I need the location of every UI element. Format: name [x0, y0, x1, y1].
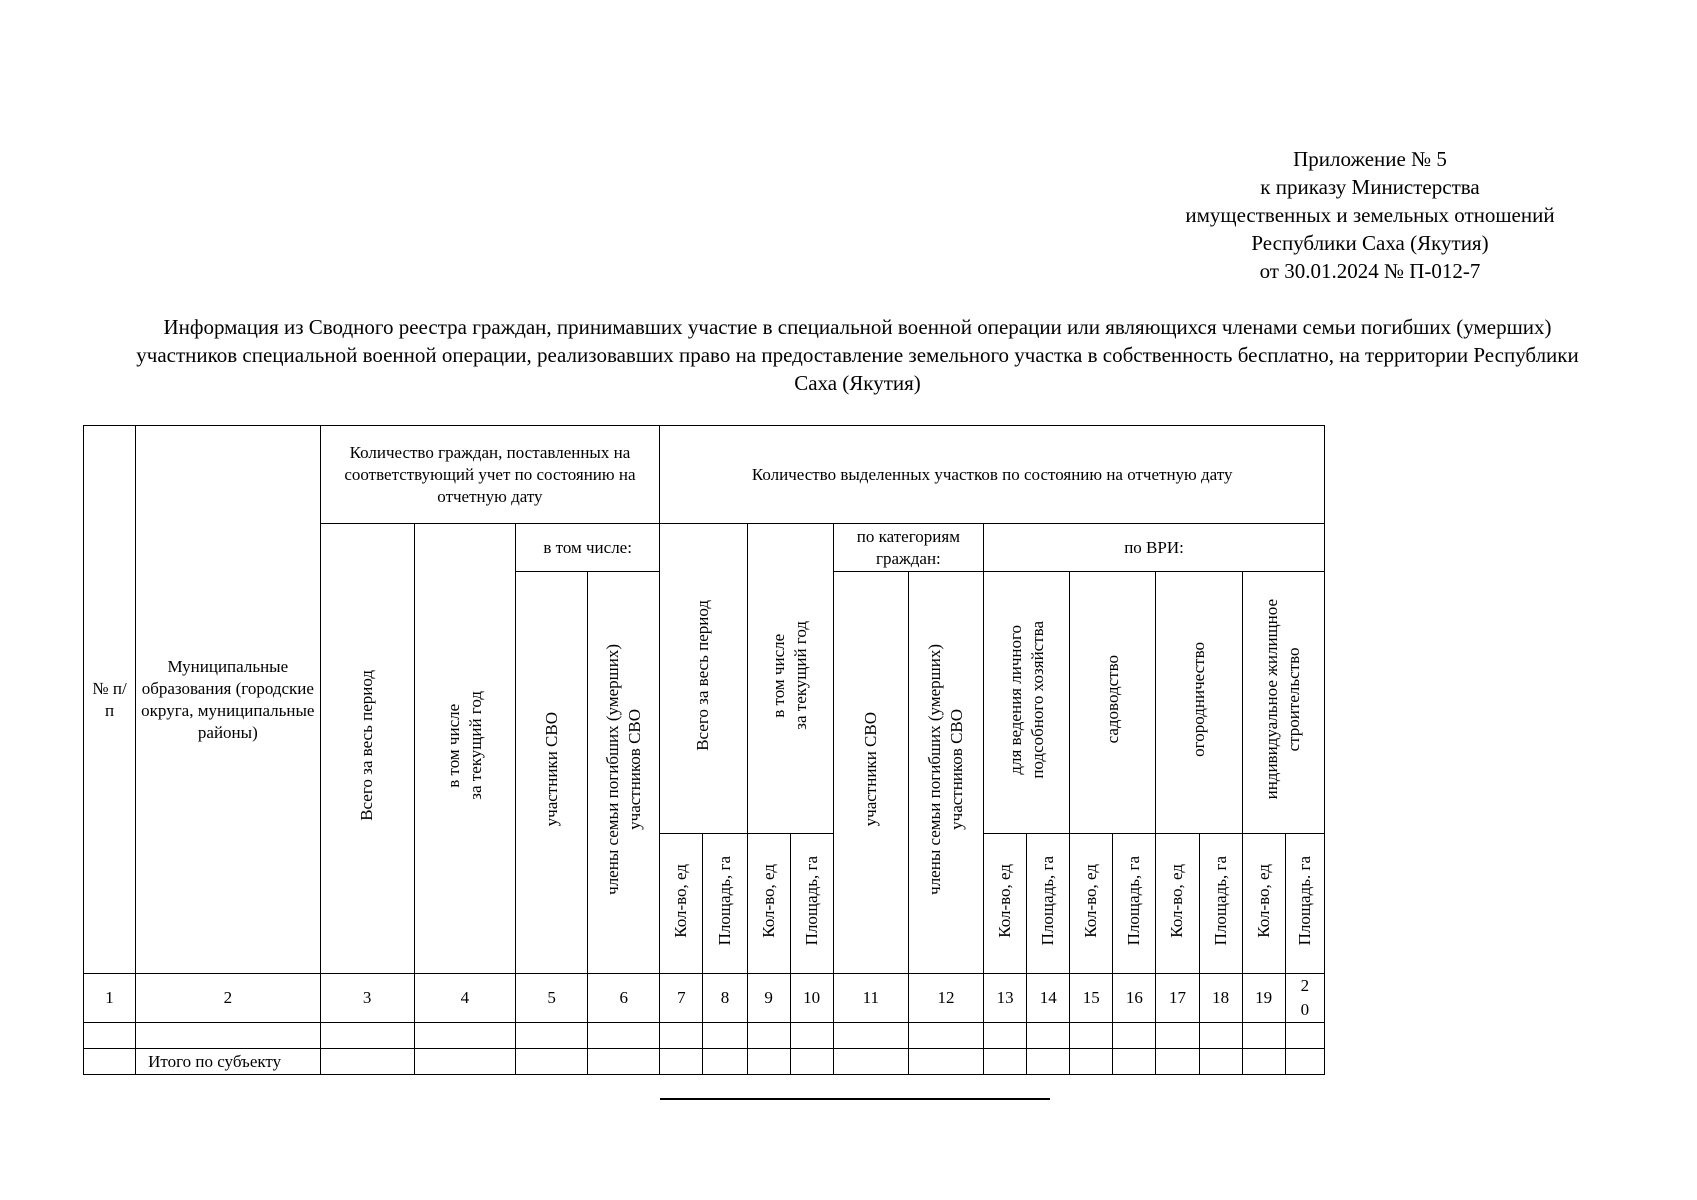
column-number: 20: [1285, 974, 1324, 1023]
header-reg-including: в том числе:: [515, 524, 659, 572]
column-number: 15: [1070, 974, 1113, 1023]
header-vri-lph: для ведения личного подсобного хозяйства: [984, 572, 1070, 834]
column-number: 12: [908, 974, 983, 1023]
header-qty: Кол-во, ед: [660, 834, 703, 974]
table-cell: [984, 1049, 1027, 1075]
total-label: Итого по субъекту: [136, 1049, 320, 1075]
table-cell: [747, 1049, 790, 1075]
table-cell: [136, 1023, 320, 1049]
header-area: Площадь, га: [790, 834, 833, 974]
table-cell: [1113, 1049, 1156, 1075]
table-cell: [515, 1049, 587, 1075]
table-cell: [833, 1049, 908, 1075]
column-number: 8: [703, 974, 747, 1023]
header-alloc-svo: участники СВО: [833, 572, 908, 974]
header-qty: Кол-во, ед: [1156, 834, 1199, 974]
table-cell: [84, 1023, 136, 1049]
appendix-line: от 30.01.2024 № П-012-7: [1259, 259, 1481, 283]
table-cell: [588, 1023, 660, 1049]
column-number: 1: [84, 974, 136, 1023]
table-row-empty: [84, 1023, 1325, 1049]
header-qty: Кол-во, ед: [747, 834, 790, 974]
header-area: Площадь, га: [1113, 834, 1156, 974]
table-cell: [747, 1023, 790, 1049]
header-reg-svo: участники СВО: [515, 572, 587, 974]
table-cell: [1027, 1023, 1070, 1049]
appendix-line: Приложение № 5: [1293, 147, 1447, 171]
table-cell: [84, 1049, 136, 1075]
appendix-line: Республики Саха (Якутия): [1251, 231, 1489, 255]
column-number: 10: [790, 974, 833, 1023]
header-qty: Кол-во, ед: [1070, 834, 1113, 974]
header-reg-current-year: в том числе за текущий год: [414, 524, 515, 974]
column-number: 6: [588, 974, 660, 1023]
table-cell: [1070, 1049, 1113, 1075]
table-cell: [660, 1023, 703, 1049]
table-cell: [833, 1023, 908, 1049]
footer-divider: [660, 1098, 1050, 1100]
appendix-block: [1150, 145, 1590, 285]
appendix-line: имущественных и земельных отношений: [1185, 203, 1555, 227]
table-cell: [908, 1023, 983, 1049]
table-cell: [1156, 1023, 1199, 1049]
table-cell: [1156, 1049, 1199, 1075]
table-row-total: [84, 1049, 1325, 1075]
header-alloc-total: Всего за весь период: [660, 524, 747, 834]
column-number: 11: [833, 974, 908, 1023]
column-number: 7: [660, 974, 703, 1023]
header-area: Площадь. га: [1285, 834, 1324, 974]
header-municipal: Муниципальные образования (городские округа, муниципальные районы): [136, 426, 320, 974]
column-number: 14: [1027, 974, 1070, 1023]
header-reg-total: Всего за весь период: [320, 524, 414, 974]
header-alloc-family: члены семьи погибших (умерших) участников СВО: [908, 572, 983, 974]
table-cell: [703, 1049, 747, 1075]
table-cell: [1199, 1049, 1242, 1075]
column-number: 5: [515, 974, 587, 1023]
document-title: Информация из Сводного реестра граждан, принимавших участие в специальной военной операции или являющихся членами семьи погибших (умерших) участников специальной военной операции, реализовавших право на предоставление земельного участка в собственность бесплатно, на территории Республики Саха (Якутия): [136, 315, 1579, 395]
table-cell: [1242, 1023, 1285, 1049]
column-number: 18: [1199, 974, 1242, 1023]
table-cell: [703, 1023, 747, 1049]
table-cell: [790, 1049, 833, 1075]
header-no: № п/п: [84, 426, 136, 974]
column-number: 17: [1156, 974, 1199, 1023]
table-cell: [1070, 1023, 1113, 1049]
header-group-allocated: Количество выделенных участков по состоянию на отчетную дату: [660, 426, 1325, 524]
table-cell: [1285, 1049, 1324, 1075]
table-cell: [908, 1049, 983, 1075]
table-cell: [414, 1023, 515, 1049]
column-number-row: [84, 974, 1325, 1023]
table-cell: [515, 1023, 587, 1049]
column-number: 4: [414, 974, 515, 1023]
column-number: 19: [1242, 974, 1285, 1023]
header-vri-izs: индивидуальное жилищное строительство: [1242, 572, 1324, 834]
table-cell: [1242, 1049, 1285, 1075]
header-vri-garden: садоводство: [1070, 572, 1156, 834]
header-area: Площадь, га: [703, 834, 747, 974]
table-cell: [588, 1049, 660, 1075]
column-number: 9: [747, 974, 790, 1023]
table-cell: [320, 1049, 414, 1075]
table-cell: [984, 1023, 1027, 1049]
header-alloc-by-vri: по ВРИ:: [984, 524, 1325, 572]
table-cell: [320, 1023, 414, 1049]
header-qty: Кол-во, ед: [1242, 834, 1285, 974]
column-number: 13: [984, 974, 1027, 1023]
header-reg-family: члены семьи погибших (умерших) участников СВО: [588, 572, 660, 974]
table-cell: [414, 1049, 515, 1075]
table-cell: [1113, 1023, 1156, 1049]
table-cell: [1285, 1023, 1324, 1049]
table-cell: [790, 1023, 833, 1049]
column-number: 16: [1113, 974, 1156, 1023]
header-vri-vegetable: огородничество: [1156, 572, 1242, 834]
column-number: 3: [320, 974, 414, 1023]
header-group-registered: Количество граждан, поставленных на соответствующий учет по состоянию на отчетную дату: [320, 426, 660, 524]
table-cell: [1199, 1023, 1242, 1049]
column-number: 2: [136, 974, 320, 1023]
header-area: Площадь, га: [1199, 834, 1242, 974]
table-cell: [660, 1049, 703, 1075]
header-alloc-by-category: по категориям граждан:: [833, 524, 983, 572]
header-qty: Кол-во, ед: [984, 834, 1027, 974]
register-table: [83, 425, 1325, 1075]
header-area: Площадь, га: [1027, 834, 1070, 974]
header-alloc-current-year: в том числе за текущий год: [747, 524, 833, 834]
appendix-line: к приказу Министерства: [1260, 175, 1480, 199]
table-cell: [1027, 1049, 1070, 1075]
